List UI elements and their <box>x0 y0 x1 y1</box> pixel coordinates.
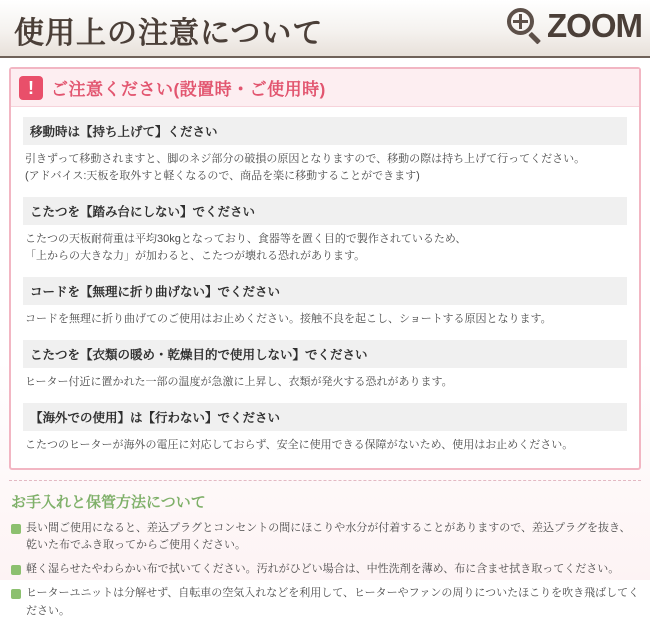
caution-body <box>11 107 639 468</box>
care-item-text: 長い間ご使用になると、差込プラグとコンセントの間にほこりや水分が付着することがありますので、差込プラグを抜き、乾いた布でふき取ってからご使用ください。 <box>26 522 631 552</box>
care-item-text: 軽く湿らせたやわらかい布で拭いてください。汚れがひどい場合は、中性洗剤を薄め、布に含ませ拭き取ってください。 <box>26 563 620 576</box>
square-bullet-icon <box>11 524 21 534</box>
page-title: 使用上の注意について <box>14 17 324 50</box>
exclamation-icon: ! <box>19 76 43 100</box>
caution-header <box>11 69 639 107</box>
caution-item-line: (アドバイス:天板を取外すと軽くなるので、商品を楽に移動することができます) <box>25 170 420 183</box>
care-heading: お手入れと保管方法について <box>11 494 206 512</box>
caution-item <box>23 117 627 185</box>
caution-item <box>23 403 627 454</box>
care-list-item <box>9 585 641 619</box>
care-section <box>9 480 641 619</box>
caution-item-line: ヒーター付近に置かれた一部の温度が急激に上昇し、衣類が発火する恐れがあります。 <box>25 376 453 389</box>
caution-item-title: こたつを【衣類の暖め・乾燥目的で使用しない】でください <box>23 340 627 368</box>
caution-item <box>23 277 627 328</box>
caution-item-line: コードを無理に折り曲げてのご使用はお止めください。接触不良を起こし、ショートする原因となります。 <box>25 313 552 326</box>
caution-item-title: こたつを【踏み台にしない】でください <box>23 197 627 225</box>
zoom-logo-text: ZOOM <box>547 7 642 44</box>
caution-item-line: こたつの天板耐荷重は平均30kgとなっており、食器等を置く目的で製作されているため、 <box>25 233 467 246</box>
page-header <box>0 0 650 58</box>
square-bullet-icon <box>11 589 21 599</box>
care-list-item <box>9 561 641 578</box>
zoom-logo <box>505 6 642 46</box>
caution-item-title: 【海外での使用】は【行わない】でください <box>23 403 627 431</box>
caution-item-line: こたつのヒーターが海外の電圧に対応しておらず、安全に使用できる保障がないため、使用はお止めください。 <box>25 439 574 452</box>
care-list-item <box>9 520 641 554</box>
square-bullet-icon <box>11 565 21 575</box>
caution-item-line: 引きずって移動されますと、脚のネジ部分の破損の原因となりますので、移動の際は持ち上げて行ってください。 <box>25 153 586 165</box>
caution-item-line: 「上からの大きな力」が加わると、こたつが壊れる恐れがあります。 <box>25 250 366 263</box>
magnifier-plus-icon <box>505 6 545 46</box>
caution-heading: ご注意ください(設置時・ご使用時) <box>51 80 326 99</box>
caution-item-title: コードを【無理に折り曲げない】でください <box>23 277 627 305</box>
care-item-text: ヒーターユニットは分解せず、自転車の空気入れなどを利用して、ヒーターやファンの周りについたほこりを吹き飛ばしてください。 <box>26 587 640 617</box>
caution-item <box>23 340 627 391</box>
caution-item-title: 移動時は【持ち上げて】ください <box>23 117 627 145</box>
caution-section <box>9 67 641 470</box>
caution-item <box>23 197 627 265</box>
